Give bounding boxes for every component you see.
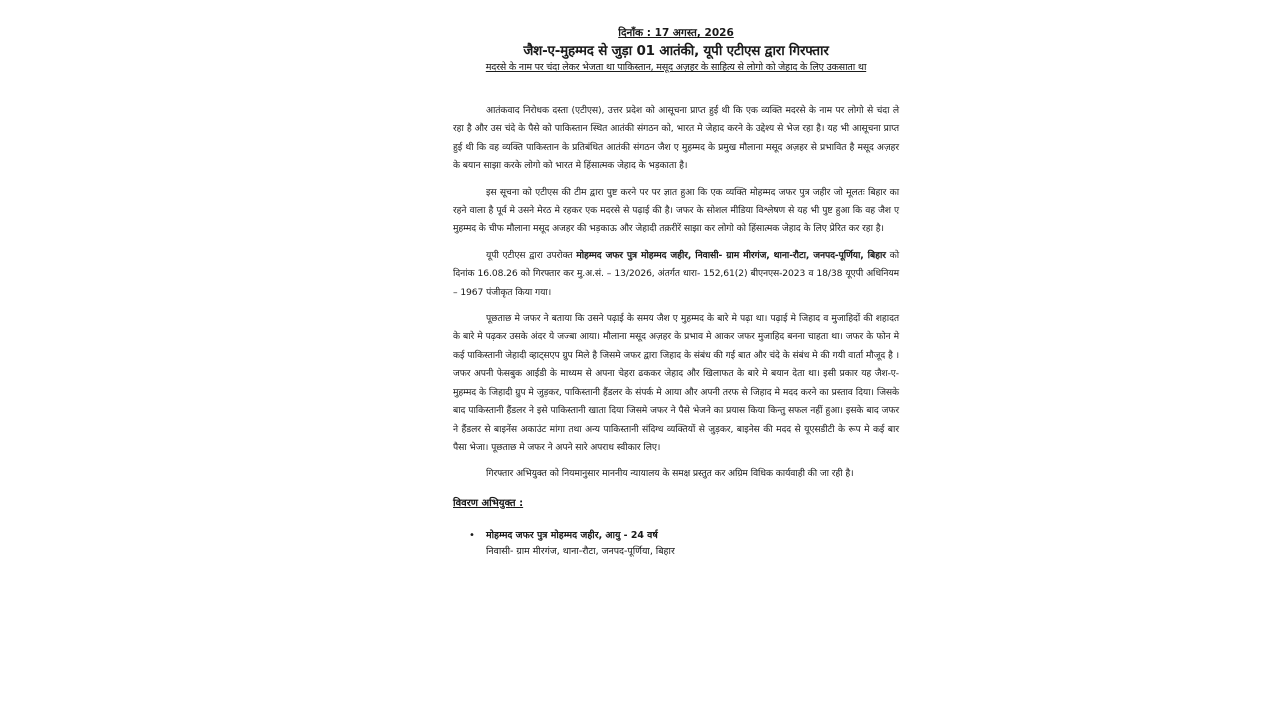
page-title: जैश-ए-मुहम्मद से जुड़ा 01 आतंकी, यूपी एटीएस द्वारा गिरफ्तार [523,43,829,59]
body-paragraph-5: गिरफ्तार अभियुक्त को नियमानुसार माननीय न्यायालय के समक्ष प्रस्तुत कर अग्रिम विधिक कार्यवाही की जा रही है। [486,468,854,480]
accused-address: निवासी- ग्राम मीरगंज, थाना-रौटा, जनपद-पूर्णिया, बिहार [486,545,675,557]
press-release-document [453,26,899,656]
accused-list-item [453,528,899,560]
body-paragraph-1: आतंकवाद निरोधक दस्ता (एटीएस), उत्तर प्रदेश को आसूचना प्राप्त हुई थी कि एक व्यक्ति मदरसे के नाम पर लोगो से चंदा ले रहा है और उस चंदे के पैसे को पाकिस्तान स्थित आतंकी संगठन को, भारत मे जेहाद करने के उद्देश्य से भेज रहा है। यह भी आसूचना प्राप्त हुई थी कि वह व्यक्ति पाकिस्तान के प्रतिबंधित आतंकी संगठन जैश ए मुहम्मद के प्रमुख मौलाना मसूद अज़हर से प्रभावित है मसूद अज़हर के बयान साझा करके लोगो को भारत मे हिंसात्मक जेहाद के भड़काता है। [453,105,899,172]
paragraph-3-intro: यूपी एटीएस द्वारा उपरोक्त [486,249,577,261]
bullet-icon: • [469,529,475,541]
body-paragraph-3 [453,247,899,302]
accused-identity-bold: मोहम्मद जफर पुत्र मोहम्मद जहीर, निवासी- ग्राम मीरगंज, थाना-रौटा, जनपद-पूर्णिया, बिहार [576,249,886,261]
body-paragraph-2: इस सूचना को एटीएस की टीम द्वारा पुष्ट करने पर पर ज्ञात हुआ कि एक व्यक्ति मोहम्मद जफर पुत्र जहीर जो मूलतः बिहार का रहने वाला है पूर्व मे उसने मेरठ मे रहकर एक मदरसे से पढ़ाई की है। जफर के सोशल मीडिया विश्लेषण से यह भी पुष्ट हुआ कि वह जैश ए मुहम्मद के चीफ मौलाना मसूद अजहर की भड़काऊ और जेहादी तक़रीरें साझा कर लोगो को हिंसात्मक जेहाद के लिए प्रेरित कर रहा है। [453,186,899,235]
accused-section-heading: विवरण अभियुक्त : [453,497,524,509]
release-date: दिनाँक : 17 अगस्त, 2026 [618,27,734,39]
body-paragraph-4: पूछताछ मे जफर ने बताया कि उसने पढ़ाई के समय जैश ए मुहम्मद के बारे मे पढ़ा था। पढ़ाई मे जिहाद व मुजाहिदों की शहादत के बारे मे पढ़कर उसके अंदर ये जज्बा आया। मौलाना मसूद अज़हर के प्रभाव मे आकर जफर मुजाहिद बनना चाहता था। जफर के फोन मे कई पाकिस्तानी जेहादी व्हाट्सएप ग्रुप मिले है जिसमे जफर द्वारा जिहाद के संबंध की गई बात और चंदे के संबंध मे की गयी वार्ता मौजूद है । जफर अपनी फेसबुक आईडी के माध्यम से अपना चेहरा ढककर जेहाद और खिलाफत के बारे मे बयान देता था। इसी प्रकार यह जैश-ए-मुहम्मद के जिहादी ग्रुप मे जुड़कर, पाकिस्तानी हैंडलर के संपर्क मे आया और अपनी तरफ से जिहाद मे मदद करने का प्रस्ताव दिया। जिसके बाद पाकिस्तानी हैंडलर ने इसे पाकिस्तानी खाता दिया जिसमे जफर ने पैसे भेजने का प्रयास किया किन्तु सफल नहीं हुआ। इसके बाद जफर ने हैंडलर से बाइनेंस अकाउंट मांगा तथा अन्य पाकिस्तानी संदिग्ध व्यक्तियों से जुड़कर, बाइनेस की मदद से यूएसडीटी के रूप मे कई बार पैसा भेजा। पूछताछ मे जफर ने अपने सारे अपराध स्वीकार लिए। [453,313,899,453]
page-subtitle: मदरसे के नाम पर चंदा लेकर भेजता था पाकिस्तान, मसूद अज़हर के साहित्य से लोगो को जेहाद के लिए उकसाता था [485,62,867,73]
accused-name: मोहम्मद जफर पुत्र मोहम्मद जहीर, आयु - 24 वर्ष [486,529,658,541]
paragraph-3-rest: को दिनांक 16.08.26 को गिरफ्तार कर मु.अ.सं. – 13/2026, अंतर्गत धारा- 152,61(2) बीएनएस-2023 व 18/38 यूएपी अधिनियम – 1967 पंजीकृत किया गया। [453,249,899,298]
